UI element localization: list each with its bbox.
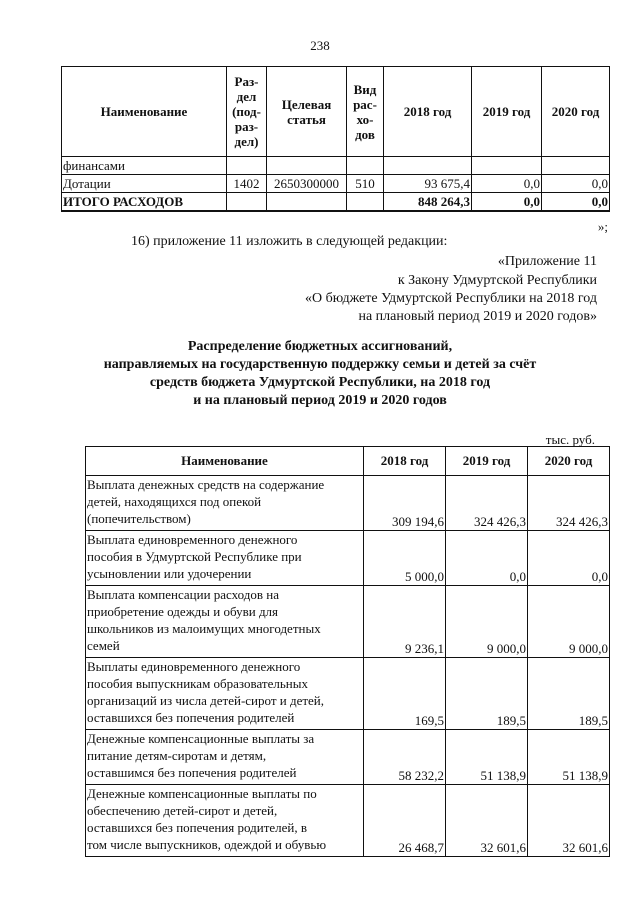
- family-support-table: [85, 446, 610, 857]
- cell-section: 1402: [227, 175, 267, 193]
- table-row: [86, 730, 610, 785]
- cell-2019: 0,0: [472, 193, 542, 212]
- amendment-instruction: 16) приложение 11 изложить в следующей редакции:: [131, 234, 448, 249]
- cell-2018: 848 264,3: [384, 193, 472, 212]
- header-type: Вид рас- хо- дов: [347, 67, 384, 157]
- cell-2020: 189,5: [528, 658, 610, 730]
- cell-type: [347, 157, 384, 175]
- appendix-header-line: «О бюджете Удмуртской Республики на 2018 год: [304, 291, 597, 306]
- cell-name: Дотации: [62, 175, 227, 193]
- cell-2020: 0,0: [542, 193, 610, 212]
- appendix-header-line: на плановый период 2019 и 2020 годов»: [358, 309, 597, 324]
- cell-name: Выплата денежных средств на содержание детей, находящихся под опекой (попечительством): [86, 476, 364, 531]
- cell-section: [227, 193, 267, 212]
- header-name: Наименование: [62, 67, 227, 157]
- cell-2019: 189,5: [446, 658, 528, 730]
- cell-2020: 0,0: [528, 531, 610, 586]
- cell-target: [267, 193, 347, 212]
- header-2019: 2019 год: [446, 447, 528, 476]
- header-name: Наименование: [86, 447, 364, 476]
- cell-2019: 0,0: [472, 175, 542, 193]
- cell-2019: 324 426,3: [446, 476, 528, 531]
- cell-target: [267, 157, 347, 175]
- cell-2018: [384, 157, 472, 175]
- appendix-header-line: «Приложение 11: [497, 254, 597, 269]
- table-row: [62, 175, 610, 193]
- header-2019: 2019 год: [472, 67, 542, 157]
- header-2020: 2020 год: [528, 447, 610, 476]
- header-2020: 2020 год: [542, 67, 610, 157]
- cell-2019: 51 138,9: [446, 730, 528, 785]
- cell-target: 2650300000: [267, 175, 347, 193]
- cell-2018: 309 194,6: [364, 476, 446, 531]
- cell-2020: 0,0: [542, 175, 610, 193]
- header-2018: 2018 год: [364, 447, 446, 476]
- cell-name: Денежные компенсационные выплаты по обеспечению детей-сирот и детей, оставшихся без попечения родителей, в том числе выпускников, одеждой и обувью: [86, 785, 364, 857]
- table-row: [86, 476, 610, 531]
- table-row: [86, 785, 610, 857]
- page-number: 238: [310, 38, 330, 53]
- document-title-line: средств бюджета Удмуртской Республики, на 2018 год: [149, 375, 491, 390]
- cell-2020: 324 426,3: [528, 476, 610, 531]
- cell-2020: 51 138,9: [528, 730, 610, 785]
- table-header-row: [86, 447, 610, 476]
- units-label: тыс. руб.: [545, 432, 595, 447]
- table-row: [86, 586, 610, 658]
- cell-2018: 26 468,7: [364, 785, 446, 857]
- appendix-header-line: к Закону Удмуртской Республики: [397, 273, 597, 288]
- header-target: Целевая статья: [267, 67, 347, 157]
- document-title-line: направляемых на государственную поддержку семьи и детей за счёт: [103, 357, 537, 372]
- cell-name: финансами: [62, 157, 227, 175]
- cell-2018: 5 000,0: [364, 531, 446, 586]
- table-row: [86, 658, 610, 730]
- cell-name: Выплата компенсации расходов на приобретение одежды и обуви для школьников из малоимущих многодетных семей: [86, 586, 364, 658]
- table-row: [86, 531, 610, 586]
- cell-2020: [542, 157, 610, 175]
- cell-name: Денежные компенсационные выплаты за питание детям-сиротам и детям, оставшимся без попечения родителей: [86, 730, 364, 785]
- document-title-line: Распределение бюджетных ассигнований,: [187, 339, 453, 354]
- cell-2018: 169,5: [364, 658, 446, 730]
- cell-2019: 32 601,6: [446, 785, 528, 857]
- header-2018: 2018 год: [384, 67, 472, 157]
- document-title-line: и на плановый период 2019 и 2020 годов: [193, 393, 447, 408]
- cell-2018: 58 232,2: [364, 730, 446, 785]
- header-section: Раз- дел (под- раз- дел): [227, 67, 267, 157]
- table-row: [62, 157, 610, 175]
- cell-section: [227, 157, 267, 175]
- cell-type: [347, 193, 384, 212]
- cell-2019: 0,0: [446, 531, 528, 586]
- cell-type: 510: [347, 175, 384, 193]
- budget-table-continuation: [61, 66, 610, 212]
- cell-2020: 9 000,0: [528, 586, 610, 658]
- table-header-row: [62, 67, 610, 157]
- cell-2018: 9 236,1: [364, 586, 446, 658]
- cell-2020: 32 601,6: [528, 785, 610, 857]
- cell-2019: 9 000,0: [446, 586, 528, 658]
- closing-quote: »;: [597, 219, 608, 234]
- table-total-row: [62, 193, 610, 212]
- cell-2018: 93 675,4: [384, 175, 472, 193]
- cell-name: Выплата единовременного денежного пособия в Удмуртской Республике при усыновлении или удочерении: [86, 531, 364, 586]
- cell-2019: [472, 157, 542, 175]
- cell-name: Выплаты единовременного денежного пособия выпускникам образовательных организаций из числа детей-сирот и детей, оставшихся без попечения родителей: [86, 658, 364, 730]
- cell-name: ИТОГО РАСХОДОВ: [62, 193, 227, 212]
